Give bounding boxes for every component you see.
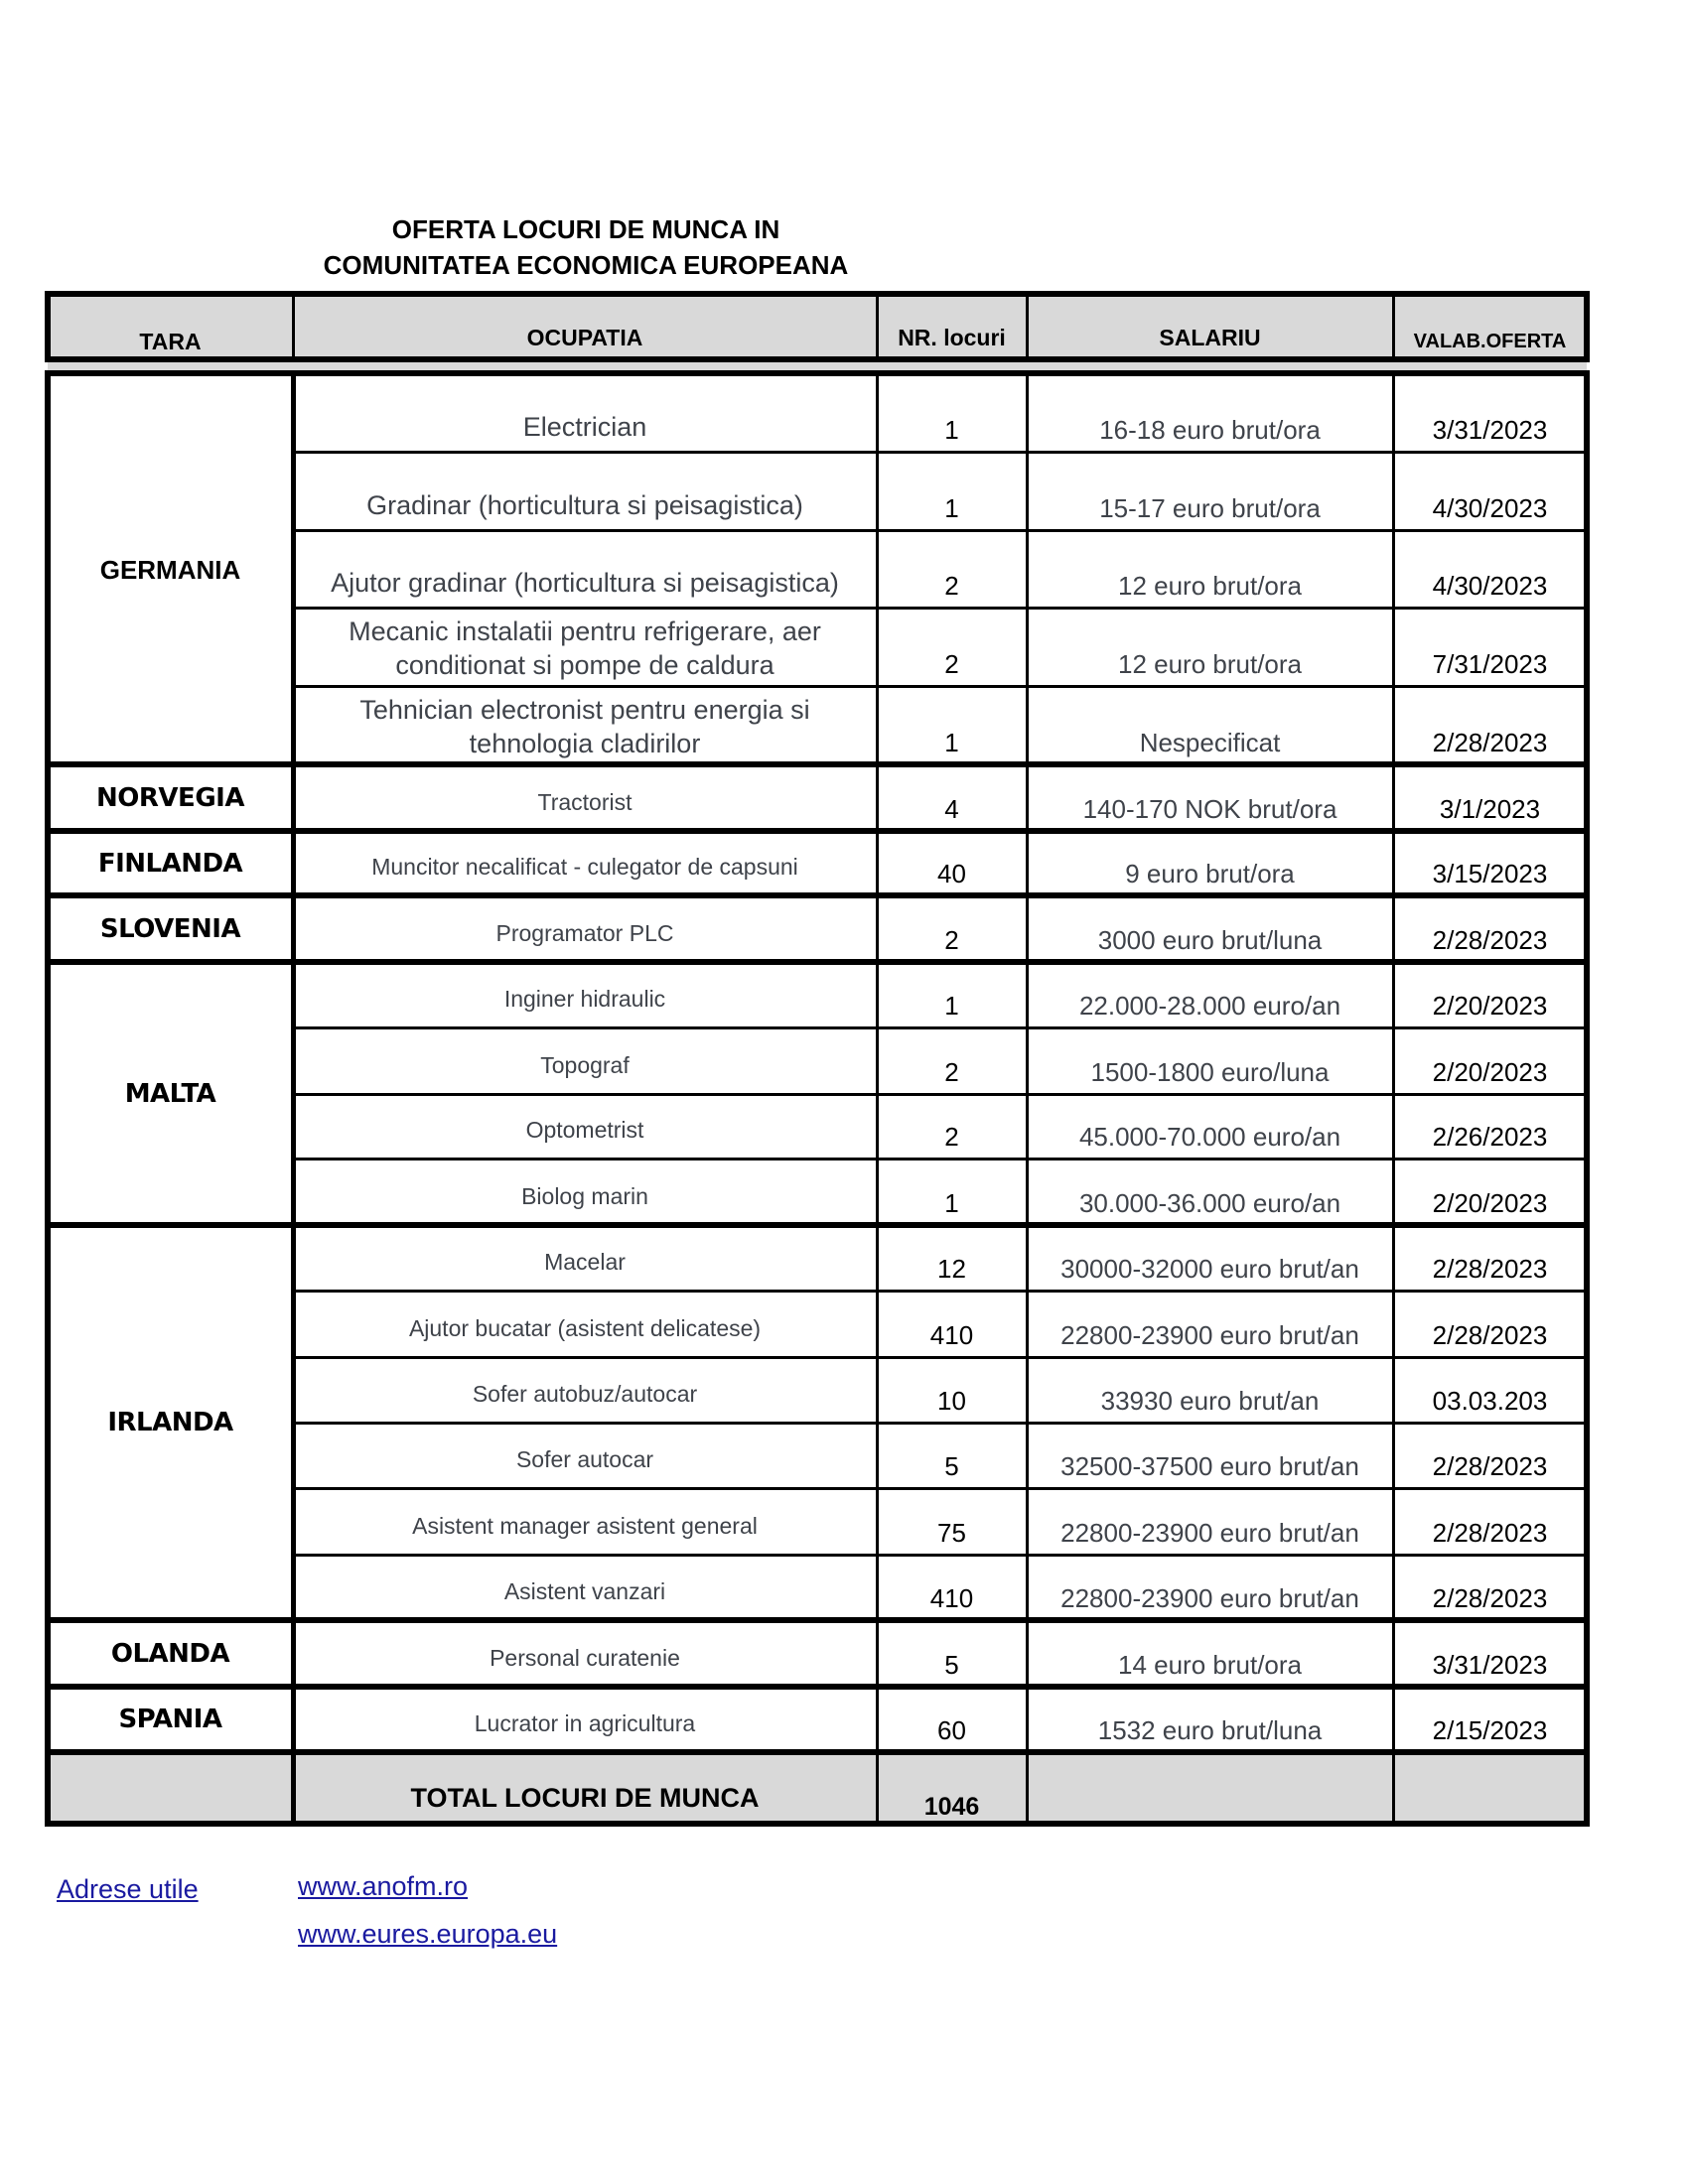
occupation-cell: Topograf	[540, 1052, 630, 1078]
places-cell: 410	[929, 1320, 974, 1350]
validity-cell: 2/28/2023	[1432, 1320, 1548, 1350]
validity-cell: 3/31/2023	[1432, 415, 1548, 445]
table-rule	[48, 370, 1587, 376]
salary-cell: 1532 euro brut/luna	[1097, 1715, 1323, 1745]
occupation-cell: Personal curatenie	[490, 1645, 680, 1671]
places-cell: 12	[937, 1254, 966, 1284]
occupation-cell: Lucrator in agricultura	[474, 1710, 696, 1736]
header-tara: TARA	[139, 329, 202, 354]
header-salariu: SALARIU	[1159, 325, 1261, 350]
validity-cell: 3/31/2023	[1432, 1650, 1548, 1680]
occupation-cell: Tractorist	[537, 789, 633, 815]
table-rule	[1026, 373, 1029, 1824]
validity-cell: 4/30/2023	[1432, 493, 1548, 523]
salary-cell: 12 euro brut/ora	[1117, 649, 1302, 679]
total-label: TOTAL LOCURI DE MUNCA	[410, 1783, 760, 1813]
salary-cell: Nespecificat	[1139, 728, 1281, 757]
validity-cell: 2/28/2023	[1432, 1254, 1548, 1284]
salary-cell: 33930 euro brut/an	[1100, 1386, 1320, 1416]
occupation-cell: Inginer hidraulic	[503, 986, 666, 1012]
salary-cell: 32500-37500 euro brut/an	[1060, 1451, 1359, 1481]
validity-cell: 2/28/2023	[1432, 1583, 1548, 1613]
occupation-cell: Sofer autobuz/autocar	[472, 1381, 698, 1407]
places-cell: 2	[944, 649, 959, 679]
occupation-cell: Programator PLC	[495, 920, 674, 946]
validity-cell: 2/28/2023	[1432, 925, 1548, 955]
table-rule	[1392, 373, 1395, 1824]
country-cell: OLANDA	[110, 1638, 230, 1669]
places-cell: 1	[944, 728, 959, 757]
occupation-cell: Asistent vanzari	[503, 1578, 666, 1604]
country-cell: FINLANDA	[97, 848, 243, 879]
country-cell: MALTA	[124, 1078, 216, 1109]
table-rule	[1392, 294, 1395, 359]
occupation-cell: Ajutor bucatar (asistent delicatese)	[408, 1315, 762, 1341]
places-cell: 2	[944, 1057, 959, 1087]
places-cell: 1	[944, 991, 959, 1021]
salary-cell: 22800-23900 euro brut/an	[1060, 1583, 1359, 1613]
places-cell: 75	[937, 1518, 966, 1548]
occupation-cell: Biolog marin	[521, 1183, 648, 1209]
validity-cell: 3/15/2023	[1432, 859, 1548, 888]
validity-cell: 2/20/2023	[1432, 991, 1548, 1021]
header-ocupatia: OCUPATIA	[526, 325, 643, 350]
places-cell: 1	[944, 1188, 959, 1218]
places-cell: 1	[944, 415, 959, 445]
country-cell: SLOVENIA	[99, 913, 241, 944]
validity-cell: 2/26/2023	[1432, 1122, 1548, 1152]
salary-cell: 14 euro brut/ora	[1117, 1650, 1302, 1680]
table-rule	[45, 370, 51, 1827]
country-cell: NORVEGIA	[96, 782, 244, 813]
places-cell: 2	[944, 1122, 959, 1152]
header-nr-locuri: NR. locuri	[898, 325, 1006, 350]
places-cell: 2	[944, 571, 959, 601]
validity-cell: 2/28/2023	[1432, 728, 1548, 757]
table-rule	[48, 1821, 1587, 1827]
country-cell: IRLANDA	[107, 1408, 233, 1437]
validity-cell: 2/15/2023	[1432, 1715, 1548, 1745]
total-value: 1046	[923, 1793, 980, 1821]
table-rule	[45, 291, 51, 362]
salary-cell: 1500-1800 euro/luna	[1090, 1057, 1330, 1087]
occupation-cell: Optometrist	[525, 1117, 644, 1143]
title-line-1: OFERTA LOCURI DE MUNCA IN	[391, 214, 780, 244]
anofm-link[interactable]: www.anofm.ro	[298, 1871, 469, 1901]
validity-cell: 2/20/2023	[1432, 1188, 1548, 1218]
table-rule	[1584, 370, 1590, 1827]
salary-cell: 30000-32000 euro brut/an	[1060, 1254, 1359, 1284]
table-rule	[1584, 291, 1590, 362]
salary-cell: 16-18 euro brut/ora	[1099, 415, 1321, 445]
table-rule	[291, 373, 296, 1824]
places-cell: 40	[937, 859, 966, 888]
salary-cell: 9 euro brut/ora	[1125, 859, 1295, 888]
occupation-cell: Tehnician electronist pentru energia si tehnologia cladirilor	[359, 695, 810, 758]
occupation-cell: Ajutor gradinar (horticultura si peisagistica)	[331, 568, 839, 598]
places-cell: 60	[937, 1715, 966, 1745]
validity-cell: 2/28/2023	[1432, 1518, 1548, 1548]
salary-cell: 140-170 NOK brut/ora	[1082, 794, 1337, 824]
validity-cell: 2/28/2023	[1432, 1451, 1548, 1481]
places-cell: 5	[944, 1650, 959, 1680]
occupation-cell: Muncitor necalificat - culegator de capsuni	[371, 854, 798, 880]
occupation-cell: Asistent manager asistent general	[412, 1513, 758, 1539]
header-valab-oferta: VALAB.OFERTA	[1413, 331, 1567, 352]
eures-link[interactable]: www.eures.europa.eu	[298, 1919, 558, 1949]
places-cell: 1	[944, 493, 959, 523]
table-rule	[48, 291, 1587, 297]
validity-cell: 03.03.203	[1432, 1386, 1548, 1416]
places-cell: 410	[929, 1583, 974, 1613]
occupation-cell: Electrician	[522, 412, 647, 442]
places-cell: 2	[944, 925, 959, 955]
salary-cell: 22800-23900 euro brut/an	[1060, 1518, 1359, 1548]
useful-addresses-link[interactable]: Adrese utile	[57, 1874, 199, 1904]
occupation-cell: Mecanic instalatii pentru refrigerare, aer conditionat si pompe de caldura	[349, 616, 821, 680]
salary-cell: 12 euro brut/ora	[1117, 571, 1302, 601]
validity-cell: 3/1/2023	[1439, 794, 1541, 824]
salary-cell: 3000 euro brut/luna	[1097, 925, 1323, 955]
table-rule	[48, 356, 1587, 362]
table-rule	[876, 294, 879, 359]
table-rule	[292, 294, 295, 359]
validity-cell: 4/30/2023	[1432, 571, 1548, 601]
salary-cell: 15-17 euro brut/ora	[1099, 493, 1321, 523]
salary-cell: 22.000-28.000 euro/an	[1078, 991, 1341, 1021]
country-cell: SPANIA	[118, 1705, 222, 1734]
country-cell: GERMANIA	[99, 554, 241, 585]
title-line-2: COMUNITATEA ECONOMICA EUROPEANA	[323, 250, 849, 280]
salary-cell: 45.000-70.000 euro/an	[1078, 1122, 1341, 1152]
validity-cell: 7/31/2023	[1432, 649, 1548, 679]
places-cell: 10	[937, 1386, 966, 1416]
table-rule	[1026, 294, 1029, 359]
table-rule	[876, 373, 879, 1824]
validity-cell: 2/20/2023	[1432, 1057, 1548, 1087]
salary-cell: 30.000-36.000 euro/an	[1078, 1188, 1341, 1218]
occupation-cell: Sofer autocar	[515, 1446, 654, 1472]
places-cell: 4	[944, 794, 959, 824]
occupation-cell: Macelar	[544, 1249, 626, 1275]
places-cell: 5	[944, 1451, 959, 1481]
occupation-cell: Gradinar (horticultura si peisagistica)	[366, 490, 803, 520]
salary-cell: 22800-23900 euro brut/an	[1060, 1320, 1359, 1350]
